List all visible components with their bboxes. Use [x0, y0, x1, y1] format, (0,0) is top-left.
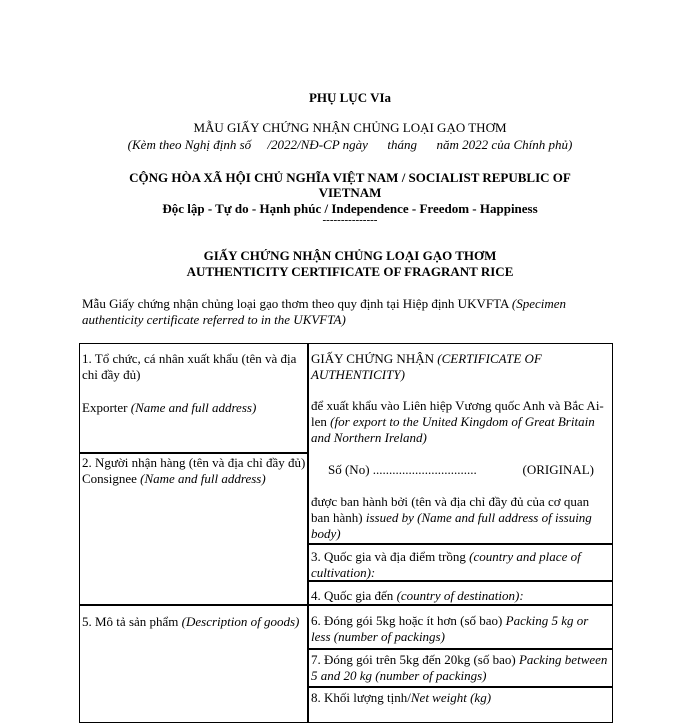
- left-row-divider: [79, 604, 308, 606]
- consignee-text: 2. Người nhận hàng (tên và địa chỉ đầy đủ) Consignee: [82, 455, 306, 486]
- description-italic: (Description of goods): [181, 614, 300, 629]
- packing-medium-italic: Packing between 5 and 20 kg (number of packings): [311, 652, 608, 683]
- net-weight-text: 8. Khối lượng tịnh/: [311, 690, 411, 705]
- nation-heading-line1: CỘNG HÒA XÃ HỘI CHỦ NGHĨA VIỆT NAM / SOCIALIST REPUBLIC OF: [129, 170, 571, 185]
- cell-packing-medium: [311, 652, 609, 684]
- right-row-divider: [308, 543, 613, 545]
- decree-reference: (Kèm theo Nghị định số /2022/NĐ-CP ngày tháng năm 2022 của Chính phủ): [127, 137, 573, 152]
- cell-destination: [311, 588, 609, 604]
- cultivation-text: 3. Quốc gia và địa điểm trồng: [311, 549, 470, 564]
- issued-by-text: được ban hành bởi (tên và địa chỉ đầy đủ của cơ quan ban hành): [311, 494, 590, 525]
- certificate-title-vi: GIẤY CHỨNG NHẬN CHỦNG LOẠI GẠO THƠM: [203, 248, 497, 263]
- destination-italic: (country of destination):: [396, 588, 524, 603]
- issued-by-italic: issued by (Name and full address of issuing body): [311, 510, 592, 541]
- appendix-title: PHỤ LỤC VIa: [308, 90, 392, 105]
- exporter-en-italic: (Name and full address): [130, 400, 257, 415]
- cultivation-italic: (country and place of cultivation):: [311, 549, 581, 580]
- certificate-heading-text: GIẤY CHỨNG NHẬN: [311, 351, 438, 366]
- cell-certificate-heading: [311, 351, 609, 383]
- packing-medium-text: 7. Đóng gói trên 5kg đến 20kg (số bao): [311, 652, 519, 667]
- cell-net-weight: [311, 690, 609, 706]
- form-title: MẪU GIẤY CHỨNG NHẬN CHỦNG LOẠI GẠO THƠM: [193, 120, 507, 135]
- separator-dashes: ---------------: [322, 214, 378, 226]
- packing-small-italic: Packing 5 kg or less (number of packings): [311, 613, 589, 644]
- cell-consignee: [82, 455, 306, 487]
- cell-packing-small: [311, 613, 609, 645]
- right-row-divider: [308, 604, 613, 606]
- packing-small-text: 6. Đóng gói 5kg hoặc ít hơn (số bao): [311, 613, 506, 628]
- nation-heading-line2: VIETNAM: [318, 185, 382, 200]
- original-label: (ORIGINAL): [522, 462, 594, 477]
- cell-cultivation: [311, 549, 609, 581]
- net-weight-italic: Net weight (kg): [410, 690, 492, 705]
- consignee-italic: (Name and full address): [140, 471, 266, 486]
- cell-exporter-vi: 1. Tổ chức, cá nhân xuất khẩu (tên và địa chỉ đầy đủ): [82, 351, 297, 382]
- cell-certificate-number: [328, 462, 594, 478]
- certificate-title-en: AUTHENTICITY CERTIFICATE OF FRAGRANT RICE: [186, 264, 514, 279]
- certificate-number-label: Số (No) ................................: [328, 462, 477, 477]
- cell-exporter-en: [82, 400, 306, 416]
- cell-export-destination: [311, 398, 609, 446]
- right-row-divider: [308, 686, 613, 688]
- intro-paragraph: [82, 296, 622, 328]
- certificate-heading-italic: (CERTIFICATE OF AUTHENTICITY): [311, 351, 542, 382]
- export-text: để xuất khẩu vào Liên hiệp Vương quốc Anh và Bắc Ai- len: [311, 398, 604, 429]
- right-row-divider: [308, 648, 613, 650]
- description-text: 5. Mô tả sản phẩm: [82, 614, 182, 629]
- cell-issued-by: [311, 494, 609, 542]
- exporter-en-text: Exporter: [82, 400, 131, 415]
- destination-text: 4. Quốc gia đến: [311, 588, 397, 603]
- intro-italic: (Specimen authenticity certificate referred to in the UKVFTA): [82, 296, 567, 327]
- cell-description: [82, 614, 306, 630]
- table-column-divider: [307, 343, 309, 723]
- left-row-divider: [79, 452, 308, 454]
- export-italic: (for export to the United Kingdom of Great Britain and Northern Ireland): [311, 414, 595, 445]
- intro-text: Mẫu Giấy chứng nhận chủng loại gạo thơm theo quy định tại Hiệp định UKVFTA: [82, 296, 512, 311]
- national-motto: Độc lập - Tự do - Hạnh phúc / Independence - Freedom - Happiness: [162, 201, 538, 216]
